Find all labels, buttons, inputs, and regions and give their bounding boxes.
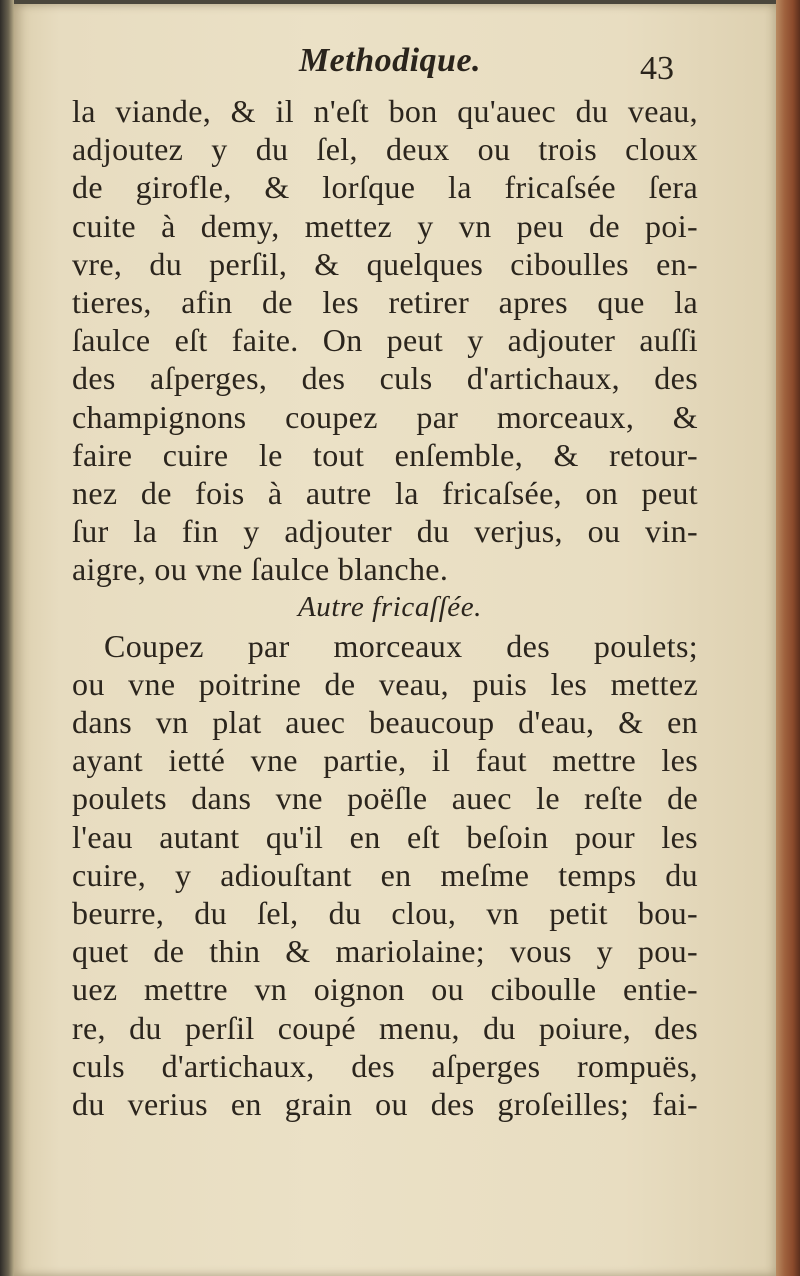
- text-line: la viande, & il n'eſt bon qu'auec du veau,: [72, 93, 698, 129]
- text-line: l'eau autant qu'il en eſt beſoin pour les: [72, 818, 698, 855]
- running-header: Methodique.: [298, 42, 482, 79]
- body-text: [72, 92, 698, 1123]
- text-line: du verius en grain ou des groſeilles; fai-: [72, 1085, 698, 1122]
- text-line: re, du perſil coupé menu, du poiure, des: [72, 1009, 698, 1046]
- text-line: champignons coupez par morceaux, &: [72, 398, 698, 435]
- page-edge-right: [776, 0, 800, 1276]
- text-line: ayant ietté vne partie, il faut mettre les: [72, 742, 698, 779]
- text-line: ſur la fin y adjouter du verjus, ou vin-: [72, 513, 698, 550]
- text-line: cuite à demy, mettez y vn peu de poi-: [72, 207, 698, 244]
- text-line: culs d'artichaux, des aſperges rompuës,: [72, 1047, 698, 1084]
- text-line: des aſperges, des culs d'artichaux, des: [72, 360, 698, 397]
- text-line: adjoutez y du ſel, deux ou trois cloux: [72, 131, 698, 168]
- text-line: tieres, afin de les retirer apres que la: [72, 283, 698, 320]
- text-line: faire cuire le tout enſemble, & retour-: [72, 436, 698, 473]
- text-line: dans vn plat auec beaucoup d'eau, & en: [72, 704, 698, 740]
- text-line: cuire, y adiouſtant en meſme temps du: [72, 856, 698, 893]
- text-line: poulets dans vne poëſle auec le reſte de: [72, 780, 698, 817]
- text-line: ſaulce eſt faite. On peut y adjouter auſſi: [72, 322, 698, 359]
- section-heading: Autre fricaſſée.: [297, 591, 483, 624]
- book-gutter: [0, 0, 14, 1276]
- text-line: uez mettre vn oignon ou ciboulle entie-: [72, 971, 698, 1008]
- text-line: beurre, du ſel, du clou, vn petit bou-: [72, 894, 698, 931]
- text-line: Coupez par morceaux des poulets;: [104, 627, 698, 664]
- text-line: vre, du perſil, & quelques ciboulles en-: [72, 245, 698, 282]
- text-line: aigre, ou vne ſaulce blanche.: [72, 551, 449, 588]
- text-line: ou vne poitrine de veau, puis les mettez: [72, 665, 698, 702]
- page-number: 43: [640, 50, 674, 87]
- text-line: nez de fois à autre la fricaſsée, on peut: [72, 474, 698, 511]
- text-line: quet de thin & mariolaine; vous y pou-: [72, 933, 698, 970]
- text-line: de girofle, & lorſque la fricaſsée ſera: [72, 169, 698, 206]
